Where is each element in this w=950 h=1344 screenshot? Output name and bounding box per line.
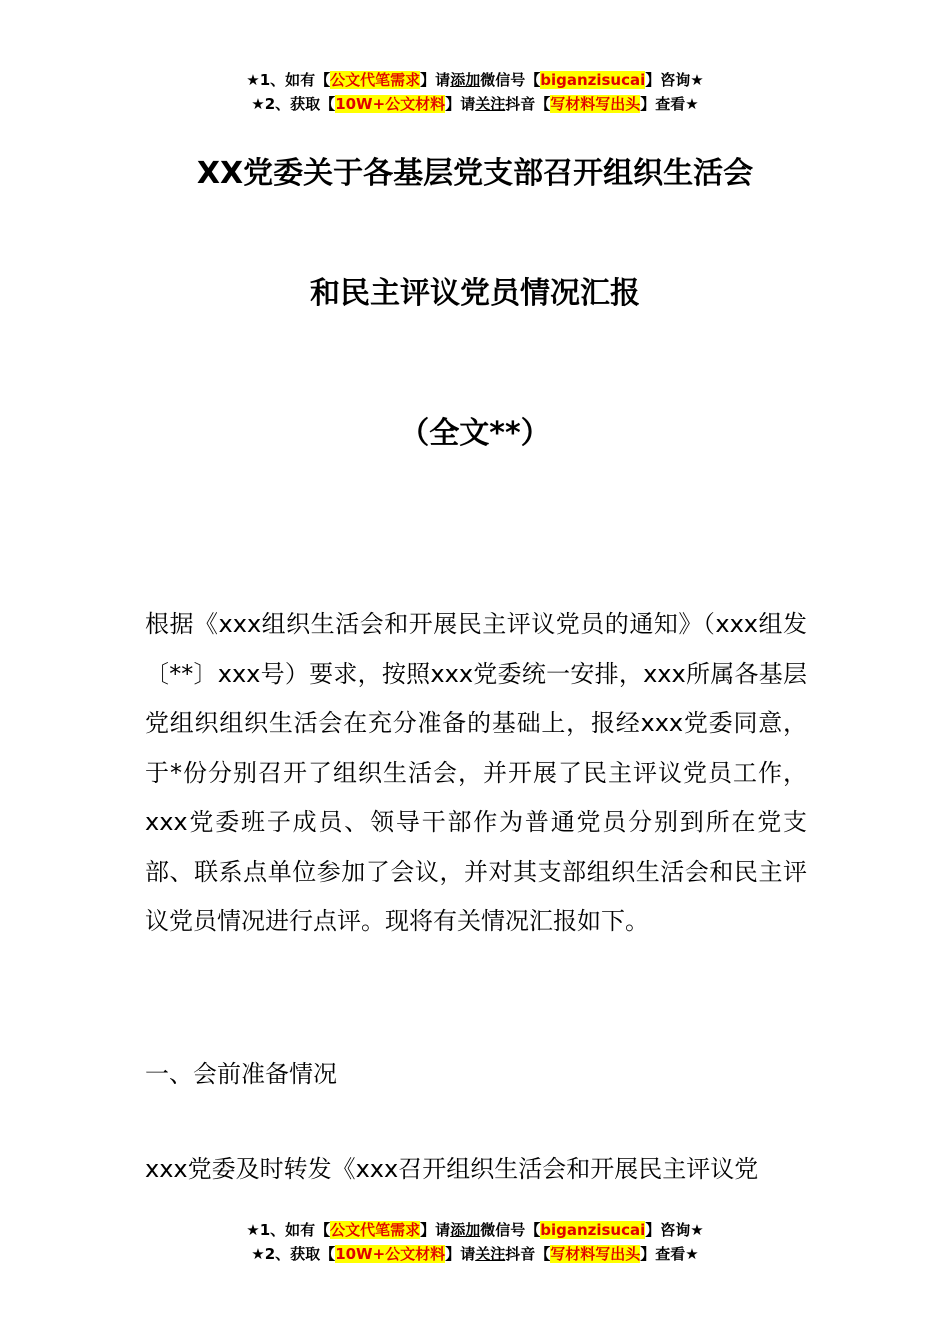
highlight-wechat-id: biganzisucai — [540, 71, 646, 89]
highlight-service: 公文代笔需求 — [330, 71, 421, 89]
doc-title-line-2: 和民主评议党员情况汇报 — [310, 276, 640, 311]
footer-notice-line-2: ★2、获取【10W+公文材料】请关注抖音【写材料写出头】查看★ — [251, 1245, 699, 1263]
notice-line-1: ★1、如有【公文代笔需求】请添加微信号【biganzisucai】咨询★ — [246, 71, 704, 89]
highlight-douyin-id: 写材料写出头 — [550, 95, 641, 113]
body-paragraph-1: 根据《xxx组织生活会和开展民主评议党员的通知》（xxx组发〔**〕xxx号）要求，按照xxx党委统一安排，xxx所属各基层党组织组织生活会在充分准备的基础上，报经xxx党委同意，于*份分别召开了组织生活会，并开展了民主评议党员工作，xxx党委班子成员、领导干部作为普通党员分别到所在党支部、联系点单位参加了会议，并对其支部组织生活会和民主评议党员情况进行点评。现将有关情况汇报如下。 — [145, 610, 807, 935]
highlight-materials: 10W+公文材料 — [335, 95, 446, 113]
notice-line-2: ★2、获取【10W+公文材料】请关注抖音【写材料写出头】查看★ — [251, 95, 699, 113]
doc-title-line-1: XX党委关于各基层党支部召开组织生活会 — [196, 156, 754, 191]
footer-notice — [0, 1218, 950, 1266]
doc-title-line-3: （全文**） — [399, 416, 551, 451]
footer-notice-line-1: ★1、如有【公文代笔需求】请添加微信号【biganzisucai】咨询★ — [246, 1221, 704, 1239]
header-notice — [0, 68, 950, 116]
body-paragraph-2: xxx党委及时转发《xxx召开组织生活会和开展民主评议党 — [145, 1155, 759, 1183]
section-heading-1: 一、会前准备情况 — [145, 1060, 337, 1088]
